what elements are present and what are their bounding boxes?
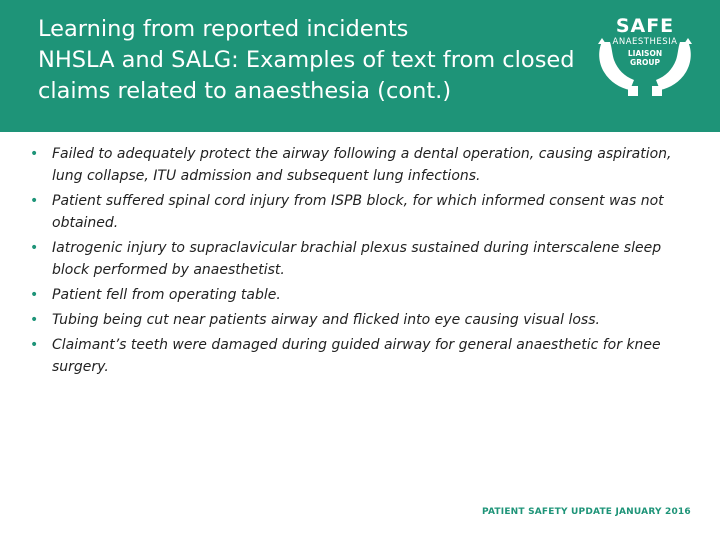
- logo-liaison-text: LIAISON: [627, 49, 663, 58]
- bullet-text: Patient suffered spinal cord injury from ISPB block, for which informed consent was not obtained.: [52, 193, 664, 231]
- title-line-3: claims related to anaesthesia (cont.): [38, 78, 452, 104]
- bullet-text: Failed to adequately protect the airway following a dental operation, causing aspiration, lung collapse, ITU admission and subsequent lung infections.: [52, 146, 672, 184]
- list-item: [30, 190, 700, 234]
- incident-list: [30, 143, 700, 381]
- list-item: [30, 237, 700, 281]
- list-item: [30, 284, 700, 306]
- bullet-text: Iatrogenic injury to supraclavicular brachial plexus sustained during interscalene sleep block performed by anaesthetist.: [52, 240, 662, 278]
- bullet-icon: •: [30, 287, 39, 303]
- bullet-icon: •: [30, 312, 39, 328]
- logo-safe-text: SAFE: [615, 15, 675, 37]
- header-banner: [0, 0, 720, 132]
- title-line-1: Learning from reported incidents: [38, 16, 409, 42]
- bullet-text: Claimant’s teeth were damaged during guided airway for general anaesthetic for knee surgery.: [52, 337, 661, 375]
- title-line-2: NHSLA and SALG: Examples of text from closed: [38, 47, 575, 73]
- list-item: [30, 334, 700, 378]
- bullet-text: Patient fell from operating table.: [52, 287, 281, 303]
- bullet-icon: •: [30, 337, 39, 353]
- footer-caption: PATIENT SAFETY UPDATE JANUARY 2016: [482, 507, 691, 517]
- safe-anaesthesia-logo: [588, 14, 702, 96]
- list-item: [30, 143, 700, 187]
- list-item: [30, 309, 700, 331]
- logo-anaesthesia-text: ANAESTHESIA: [612, 37, 678, 47]
- registered-mark: ®: [664, 82, 669, 88]
- logo-group-text: GROUP: [630, 58, 660, 67]
- bullet-icon: •: [30, 193, 39, 209]
- slide-title: [38, 14, 598, 107]
- bullet-icon: •: [30, 146, 39, 162]
- bullet-icon: •: [30, 240, 39, 256]
- bullet-text: Tubing being cut near patients airway and flicked into eye causing visual loss.: [52, 312, 600, 328]
